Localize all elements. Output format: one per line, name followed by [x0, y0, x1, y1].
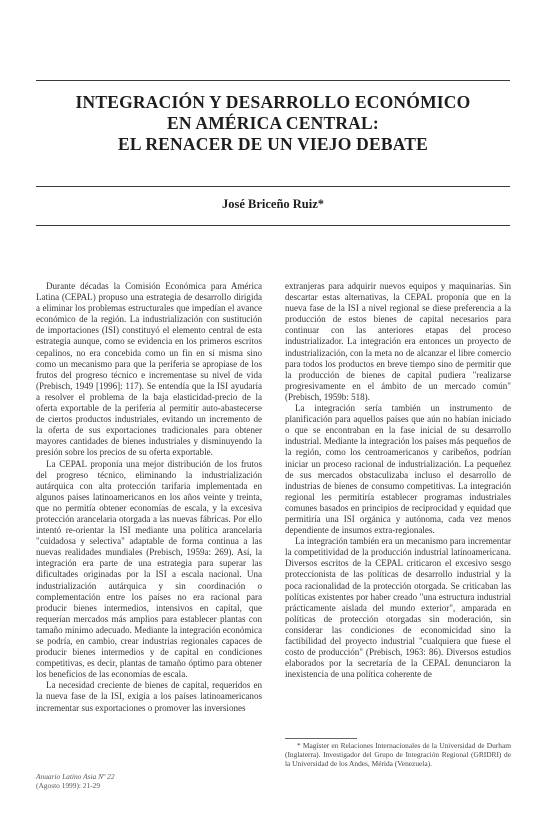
title-divider-rule: [36, 186, 510, 187]
body-paragraph: extranjeras para adquirir nuevos equipos y maquinarias. Sin descartar estas alternativas, la CEPAL proponía que en la nueva fase de la ISI a nivel regional se diese preferencia a la producción de estos bienes de capital necesarios para continuar con las anteriores etapas del proceso industrializador. La integración era entonces un proyecto de industrialización, con la meta no de alcanzar el libre comercio para todos los productos en breve tiempo sino de permitir que la producción de bienes de capital pudiera "realizarse progresivamente en el ámbito de un mercado común" (Prebisch, 1959b: 518).: [285, 281, 511, 402]
right-text-column: [285, 281, 511, 680]
journal-name: Anuario Latino Asia Nº 22: [36, 772, 115, 781]
body-paragraph: La integración sería también un instrumento de planificación para aquellos países que aún no habían iniciado o que se encontraban en la fase inicial de su desarrollo industrial. Mediante la integración los países más pequeños de la región, como los centroamericanos y caribeños, podrían iniciar un proceso racional de industrialización. La pequeñez de sus mercados obstaculizaba incluso el desarrollo de industrias de bienes de consumo competitivas. La integración regional les permitiría establecer programas industriales comunes basados en principios de reciprocidad y equidad que permitiría una ISI orgánica y autónoma, cada vez menos dependiente de insumos extra-regionales.: [285, 403, 511, 536]
journal-citation: [36, 772, 115, 790]
body-paragraph: La necesidad creciente de bienes de capital, requeridos en la nueva fase de la ISI, exigía a los países latinoamericanos incrementar sus exportaciones o promover las inversiones: [36, 680, 262, 713]
top-rule: [36, 80, 510, 81]
journal-issue: (Agosto 1999): 21-29: [36, 781, 101, 791]
author-divider-rule: [36, 225, 510, 226]
article-title-line-1: INTEGRACIÓN Y DESARROLLO ECONÓMICO: [75, 92, 471, 112]
author-name: José Briceño Ruiz*: [221, 197, 325, 211]
footnote-text: Magíster en Relaciones Internacionales de la Universidad de Durham (Inglaterra). Investigador del Grupo de Integración Regional (GRIDRI) de la Universidad de los Andes, Mérida (Venezuela).: [285, 741, 511, 769]
article-title-line-3: EL RENACER DE UN VIEJO DEBATE: [117, 134, 428, 154]
body-paragraph: La CEPAL proponía una mejor distribución de los frutos del progreso técnico, eliminando la industrialización autárquica con alta protección tarifaria implementada en algunos países latinoamericanos en los años veinte y treinta, que no permitía obtener economías de escala, y la excesiva protección arancelaria otorgada a las nuevas fábricas. Por ello intentó re-orientar la ISI mediante una política arancelaria "cuidadosa y selectiva" adaptable de forma continua a las nuevas realidades mundiales (Prebisch, 1959a: 269). Así, la integración era parte de una estrategia para superar las dificultades originadas por la ISI a escala nacional. Una industrialización autárquica y sin coordinación o complementación entre los países no era racional para producir bienes intermedios, intensivos en capital, que requerían mercados más amplios para establecer plantas con tamaño mínimo adecuado. Mediante la integración económica se podría, en cambio, crear industrias regionales capaces de producir bienes intermedios y de capital en condiciones competitivas, es decir, plantas de tamaño óptimo para obtener los beneficios de las economías de escala.: [36, 458, 262, 680]
footnote-rule: [285, 738, 357, 739]
body-paragraph: Durante décadas la Comisión Económica para América Latina (CEPAL) propuso una estrategia de desarrollo dirigida a eliminar los problemas estructurales que impedían el avance económico de la región. La industrialización con sustitución de importaciones (ISI) constituyó el elemento central de esta estrategia aunque, como se evidencia en los primeros escritos cepalinos, no era concebida como un fin en sí misma sino como un mecanismo para que la periferia se apropiase de los frutos del progreso técnico e incrementase su nivel de vida (Prebisch, 1949 [1996]: 117). Se entendía que la ISI ayudaría a resolver el problema de la baja elasticidad-precio de la oferta exportable de la periferia al permitir auto-abastecerse de ciertos productos industriales, evitando un incremento de la oferta de sus exportaciones tradicionales para obtener mayores cantidades de bienes industriales y disminuyendo la presión sobre los precios de su oferta exportable.: [36, 281, 262, 458]
body-paragraph: La integración también era un mecanismo para incrementar la competitividad de la producción industrial latinoamericana. Diversos escritos de la CEPAL criticaron el excesivo sesgo proteccionista de las políticas de desarrollo industrial y la poca racionalidad de la protección otorgada. Se criticaban las políticas existentes por haber creado "una estructura industrial prácticamente aislada del mundo exterior", amparada en políticas de protección otorgadas sin moderación, sin considerar las condiciones de economicidad sino la factibilidad del proyecto industrial "cualquiera que fuese el costo de producción" (Prebisch, 1963: 86). Diversos estudios elaborados por la secretaría de la CEPAL denunciaron la inexistencia de una política coherente de: [285, 536, 511, 680]
left-text-column: [36, 281, 262, 714]
author-footnote: [285, 741, 511, 768]
footnote-mark: *: [297, 741, 301, 750]
article-title-line-2: EN AMÉRICA CENTRAL:: [167, 113, 379, 133]
